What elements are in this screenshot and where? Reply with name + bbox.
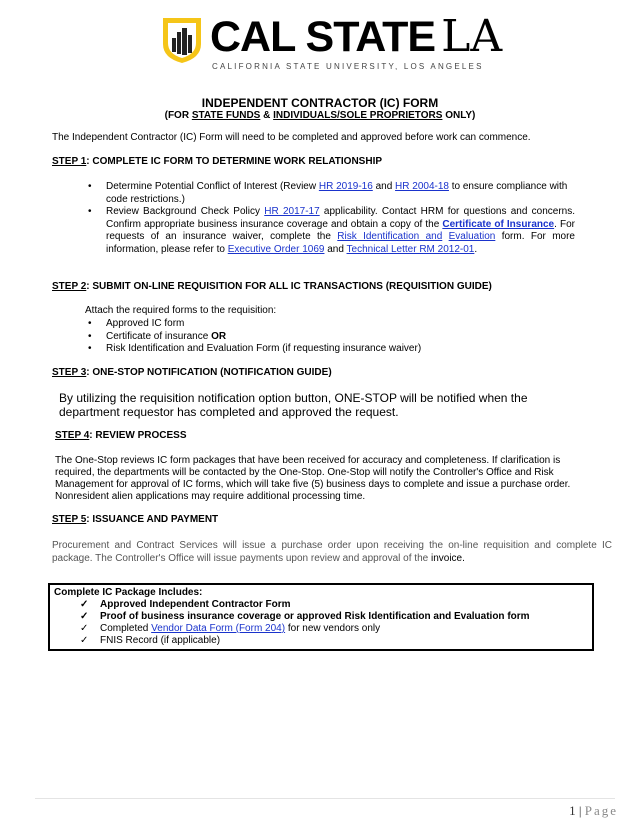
page-title: INDEPENDENT CONTRACTOR (IC) FORM [201, 96, 439, 110]
list-item: ✓ FNIS Record (if applicable) [80, 635, 221, 646]
list-item: ✓ Proof of business insurance coverage or approved Risk Identification and Evaluation form [80, 611, 530, 622]
list-item: • Certificate of insurance OR [88, 331, 588, 344]
vendor-data-form-link[interactable]: Vendor Data Form (Form 204) [151, 623, 286, 634]
package-checklist [80, 599, 530, 647]
package-heading: Complete IC Package Includes: [54, 587, 203, 598]
executive-order-1069-link[interactable]: Executive Order 1069 [227, 243, 325, 255]
step1-list [88, 181, 575, 256]
footer-divider [35, 798, 615, 799]
step2-heading: STEP 2: SUBMIT ON-LINE REQUISITION FOR ALL IC TRANSACTIONS (REQUISITION GUIDE) [52, 281, 492, 292]
step4-heading: STEP 4: REVIEW PROCESS [55, 430, 187, 441]
step5-text: Procurement and Contract Services will issue a purchase order upon receiving the on-line requisition and complete IC package. The Controller's Office will issue payments upon review and approval of the invoice. [52, 540, 612, 564]
step2-list [88, 318, 588, 356]
hr-2004-18-link[interactable]: HR 2004-18 [395, 181, 449, 192]
list-item: • Determine Potential Conflict of Interest (Review HR 2019-16 and HR 2004-18 to ensure compliance with code restrictions.) [88, 181, 575, 206]
logo-subtitle: CALIFORNIA STATE UNIVERSITY, LOS ANGELES [212, 62, 484, 71]
university-shield-icon [160, 14, 204, 64]
list-item: ✓ Completed Vendor Data Form (Form 204) for new vendors only [80, 623, 381, 634]
evaluation-link[interactable]: Evaluation [448, 231, 496, 242]
hr-2019-16-link[interactable]: HR 2019-16 [318, 181, 373, 192]
cal-state-la-logo [160, 12, 510, 74]
check-icon: ✓ [80, 599, 89, 610]
check-icon: ✓ [80, 635, 89, 646]
page-subtitle: (FOR STATE FUNDS & INDIVIDUALS/SOLE PROPRIETORS ONLY) [164, 110, 476, 121]
step2-attach-text: Attach the required forms to the requisition: [85, 305, 277, 316]
intro-text: The Independent Contractor (IC) Form will need to be completed and approved before work can commence. [52, 132, 531, 143]
logo-wordmark: CAL STATE LA [210, 11, 503, 62]
step3-text: By utilizing the requisition notification option button, ONE-STOP will be notified when the department requestor has completed and approved the request. [59, 391, 528, 419]
risk-identification-link[interactable]: Risk Identification and [337, 231, 443, 242]
check-icon: ✓ [80, 611, 89, 622]
step5-heading: STEP 5: ISSUANCE AND PAYMENT [52, 514, 219, 525]
list-item: • Risk Identification and Evaluation Form (if requesting insurance waiver) [88, 343, 588, 356]
hr-2017-17-link[interactable]: HR 2017-17 [264, 206, 320, 217]
list-item: ✓ Approved Independent Contractor Form [80, 599, 291, 610]
step4-text: The One-Stop reviews IC form packages that have been received for accuracy and completeness. If clarification is required, the departments will be contacted by the One-Stop. One-Stop will notify the Controller's Office and Risk Management for approval of IC forms, which will take five (5) business days to complete and issue a purchase order. Nonresident alien applications may require additional processing time. [55, 455, 571, 502]
step1-heading: STEP 1: COMPLETE IC FORM TO DETERMINE WORK RELATIONSHIP [52, 156, 383, 167]
check-icon: ✓ [80, 623, 89, 634]
technical-letter-link[interactable]: Technical Letter RM 2012-01 [346, 243, 475, 255]
ic-package-box [48, 583, 594, 651]
step3-heading: STEP 3: ONE-STOP NOTIFICATION (NOTIFICATION GUIDE) [52, 367, 332, 378]
certificate-of-insurance-link[interactable]: Certificate of Insurance [442, 218, 555, 230]
list-item: • Approved IC form [88, 318, 588, 331]
page-number: 1 | Page [569, 803, 618, 818]
list-item: • Review Background Check Policy HR 2017-17 applicability. Contact HRM for questions and concerns. Confirm appropriate business insurance coverage and obtain a copy of the Certificate of Insurance. For requests of an insurance waiver, complete the Risk Identification and Evaluation form. For more information, please refer to Executive Order 1069 and Technical Letter RM 2012-01. [88, 206, 575, 256]
